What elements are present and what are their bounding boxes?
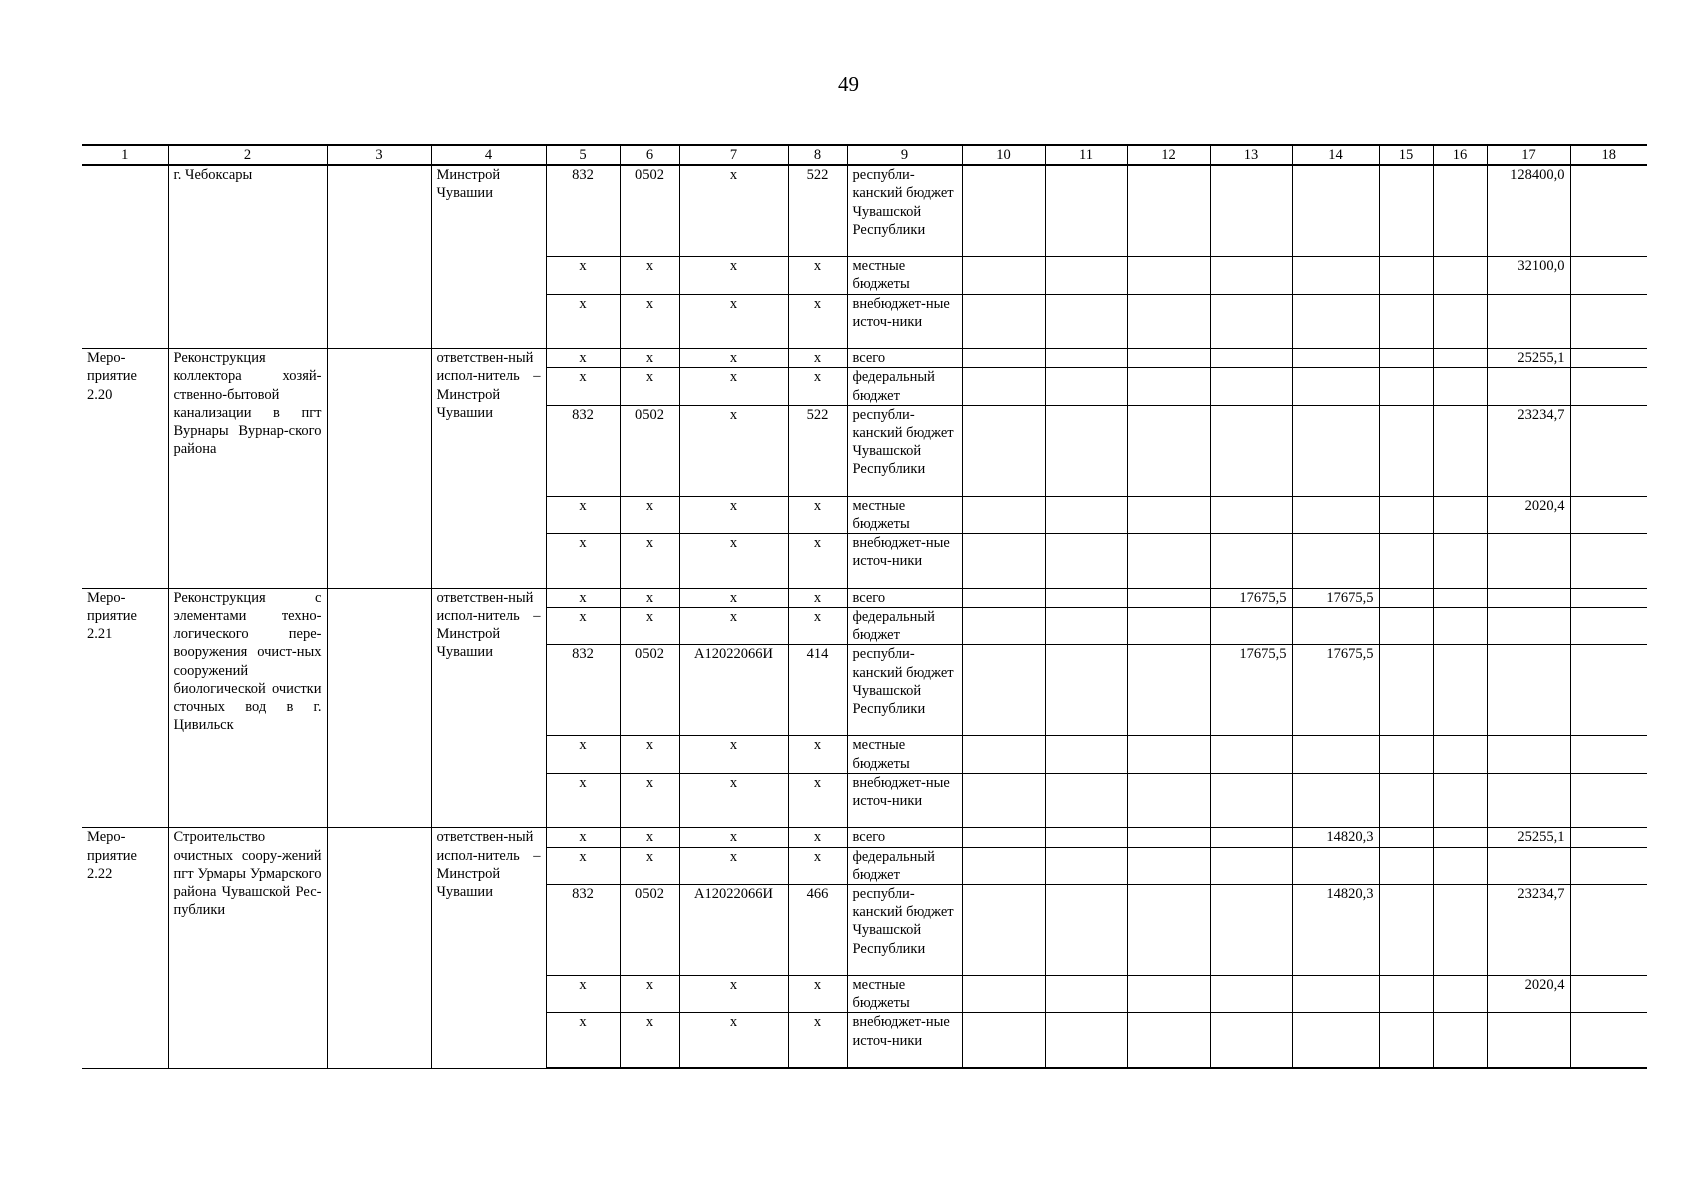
year-cell-12: [1127, 608, 1210, 645]
year-cell-12: [1127, 976, 1210, 1013]
column-number-cell: 11: [1045, 145, 1127, 165]
year-cell-15: [1379, 847, 1433, 884]
year-cell-11: [1045, 294, 1127, 349]
code-target-article: х: [679, 534, 788, 589]
year-cell-18: [1570, 608, 1647, 645]
code-grbs: х: [546, 349, 620, 368]
code-expense-group: х: [788, 736, 847, 773]
code-section: 0502: [620, 885, 679, 976]
year-cell-15: [1379, 885, 1433, 976]
code-expense-group: х: [788, 773, 847, 828]
year-cell-18: [1570, 645, 1647, 736]
year-cell-11: [1045, 1013, 1127, 1068]
year-cell-13: [1210, 496, 1292, 533]
funding-source: местные бюджеты: [847, 496, 962, 533]
year-cell-17: 25255,1: [1487, 349, 1570, 368]
year-cell-12: [1127, 405, 1210, 496]
year-cell-18: [1570, 828, 1647, 847]
year-cell-16: [1433, 165, 1487, 257]
code-target-article: х: [679, 368, 788, 405]
year-cell-13: [1210, 294, 1292, 349]
year-cell-10: [962, 828, 1045, 847]
code-section: х: [620, 496, 679, 533]
funding-source: республи-канский бюджет Чувашской Республики: [847, 165, 962, 257]
year-cell-13: [1210, 1013, 1292, 1068]
year-cell-10: [962, 1013, 1045, 1068]
code-grbs: х: [546, 608, 620, 645]
column-number-cell: 8: [788, 145, 847, 165]
year-cell-18: [1570, 976, 1647, 1013]
year-cell-11: [1045, 368, 1127, 405]
year-cell-11: [1045, 736, 1127, 773]
year-cell-12: [1127, 294, 1210, 349]
year-cell-13: [1210, 828, 1292, 847]
funding-source: внебюджет-ные источ-ники: [847, 534, 962, 589]
year-cell-14: [1292, 165, 1379, 257]
year-cell-15: [1379, 736, 1433, 773]
year-cell-12: [1127, 588, 1210, 607]
year-cell-18: [1570, 773, 1647, 828]
column-number-cell: 5: [546, 145, 620, 165]
year-cell-16: [1433, 496, 1487, 533]
code-grbs: х: [546, 294, 620, 349]
code-expense-group: х: [788, 608, 847, 645]
code-expense-group: х: [788, 828, 847, 847]
code-target-article: х: [679, 608, 788, 645]
year-cell-16: [1433, 257, 1487, 294]
year-cell-17: [1487, 645, 1570, 736]
year-cell-12: [1127, 645, 1210, 736]
year-cell-16: [1433, 885, 1487, 976]
year-cell-13: [1210, 405, 1292, 496]
code-target-article: х: [679, 165, 788, 257]
code-target-article: х: [679, 349, 788, 368]
code-expense-group: 414: [788, 645, 847, 736]
year-cell-11: [1045, 885, 1127, 976]
year-cell-16: [1433, 847, 1487, 884]
year-cell-15: [1379, 496, 1433, 533]
year-cell-14: [1292, 608, 1379, 645]
code-expense-group: х: [788, 496, 847, 533]
year-cell-15: [1379, 1013, 1433, 1068]
year-cell-10: [962, 736, 1045, 773]
year-cell-14: [1292, 496, 1379, 533]
year-cell-15: [1379, 773, 1433, 828]
code-expense-group: х: [788, 257, 847, 294]
code-grbs: 832: [546, 645, 620, 736]
code-expense-group: 466: [788, 885, 847, 976]
funding-source: местные бюджеты: [847, 257, 962, 294]
year-cell-15: [1379, 588, 1433, 607]
measure-col3: [327, 349, 431, 589]
code-section: х: [620, 534, 679, 589]
code-section: х: [620, 847, 679, 884]
funding-source: республи-канский бюджет Чувашской Республики: [847, 645, 962, 736]
year-cell-15: [1379, 368, 1433, 405]
measure-col3: [327, 588, 431, 828]
year-cell-17: 23234,7: [1487, 405, 1570, 496]
code-grbs: х: [546, 773, 620, 828]
year-cell-16: [1433, 828, 1487, 847]
funding-source: внебюджет-ные источ-ники: [847, 1013, 962, 1068]
column-number-cell: 6: [620, 145, 679, 165]
code-target-article: х: [679, 1013, 788, 1068]
year-cell-12: [1127, 828, 1210, 847]
funding-source: республи-канский бюджет Чувашской Республики: [847, 405, 962, 496]
year-cell-10: [962, 885, 1045, 976]
year-cell-18: [1570, 405, 1647, 496]
year-cell-14: [1292, 847, 1379, 884]
year-cell-12: [1127, 257, 1210, 294]
measure-number: [82, 165, 168, 349]
code-section: х: [620, 294, 679, 349]
year-cell-14: [1292, 405, 1379, 496]
year-cell-12: [1127, 349, 1210, 368]
responsible-executor: ответствен-ный испол-нитель – Минстрой Чувашии: [431, 349, 546, 589]
year-cell-10: [962, 588, 1045, 607]
year-cell-13: [1210, 976, 1292, 1013]
year-cell-12: [1127, 847, 1210, 884]
code-expense-group: х: [788, 534, 847, 589]
year-cell-18: [1570, 257, 1647, 294]
funding-source: всего: [847, 349, 962, 368]
code-grbs: х: [546, 534, 620, 589]
year-cell-10: [962, 976, 1045, 1013]
year-cell-15: [1379, 608, 1433, 645]
column-number-cell: 16: [1433, 145, 1487, 165]
code-section: х: [620, 349, 679, 368]
year-cell-18: [1570, 349, 1647, 368]
code-grbs: х: [546, 847, 620, 884]
code-grbs: х: [546, 588, 620, 607]
funding-source: всего: [847, 588, 962, 607]
measure-number: Меро-приятие 2.21: [82, 588, 168, 828]
code-grbs: 832: [546, 885, 620, 976]
responsible-executor: ответствен-ный испол-нитель – Минстрой Чувашии: [431, 588, 546, 828]
year-cell-17: [1487, 294, 1570, 349]
code-section: х: [620, 588, 679, 607]
column-number-cell: 3: [327, 145, 431, 165]
year-cell-17: [1487, 534, 1570, 589]
code-section: х: [620, 976, 679, 1013]
year-cell-14: [1292, 773, 1379, 828]
code-grbs: 832: [546, 165, 620, 257]
year-cell-13: 17675,5: [1210, 645, 1292, 736]
year-cell-11: [1045, 588, 1127, 607]
funding-source: республи-канский бюджет Чувашской Республики: [847, 885, 962, 976]
year-cell-11: [1045, 828, 1127, 847]
year-cell-18: [1570, 165, 1647, 257]
column-number-cell: 1: [82, 145, 168, 165]
year-cell-13: [1210, 368, 1292, 405]
year-cell-12: [1127, 1013, 1210, 1068]
code-section: х: [620, 1013, 679, 1068]
year-cell-10: [962, 608, 1045, 645]
code-expense-group: 522: [788, 165, 847, 257]
year-cell-10: [962, 847, 1045, 884]
code-section: х: [620, 773, 679, 828]
year-cell-14: [1292, 257, 1379, 294]
code-grbs: х: [546, 828, 620, 847]
year-cell-15: [1379, 257, 1433, 294]
year-cell-16: [1433, 1013, 1487, 1068]
column-number-cell: 15: [1379, 145, 1433, 165]
code-expense-group: 522: [788, 405, 847, 496]
column-number-cell: 17: [1487, 145, 1570, 165]
year-cell-11: [1045, 976, 1127, 1013]
year-cell-15: [1379, 165, 1433, 257]
year-cell-17: 32100,0: [1487, 257, 1570, 294]
year-cell-10: [962, 534, 1045, 589]
year-cell-17: [1487, 847, 1570, 884]
column-number-cell: 13: [1210, 145, 1292, 165]
year-cell-11: [1045, 645, 1127, 736]
measure-name: Реконструкция коллектора хозяй-ственно-бытовой канализации в пгт Вурнары Вурнар-ского района: [168, 349, 327, 589]
column-number-cell: 9: [847, 145, 962, 165]
year-cell-17: [1487, 368, 1570, 405]
year-cell-11: [1045, 847, 1127, 884]
year-cell-16: [1433, 349, 1487, 368]
year-cell-18: [1570, 588, 1647, 607]
code-target-article: х: [679, 588, 788, 607]
year-cell-16: [1433, 608, 1487, 645]
year-cell-14: 14820,3: [1292, 828, 1379, 847]
year-cell-15: [1379, 405, 1433, 496]
year-cell-17: [1487, 588, 1570, 607]
year-cell-18: [1570, 847, 1647, 884]
year-cell-13: [1210, 608, 1292, 645]
column-number-cell: 4: [431, 145, 546, 165]
code-grbs: х: [546, 976, 620, 1013]
year-cell-14: 17675,5: [1292, 645, 1379, 736]
year-cell-15: [1379, 976, 1433, 1013]
measure-name: Строительство очистных соору-жений пгт Урмары Урмарского района Чувашской Рес-публики: [168, 828, 327, 1068]
year-cell-12: [1127, 534, 1210, 589]
year-cell-18: [1570, 1013, 1647, 1068]
code-section: 0502: [620, 165, 679, 257]
code-section: х: [620, 257, 679, 294]
year-cell-12: [1127, 496, 1210, 533]
funding-source: федеральный бюджет: [847, 608, 962, 645]
year-cell-12: [1127, 773, 1210, 828]
year-cell-10: [962, 165, 1045, 257]
code-section: х: [620, 368, 679, 405]
year-cell-13: [1210, 257, 1292, 294]
code-grbs: х: [546, 368, 620, 405]
year-cell-10: [962, 405, 1045, 496]
code-expense-group: х: [788, 368, 847, 405]
year-cell-10: [962, 645, 1045, 736]
year-cell-15: [1379, 294, 1433, 349]
table-row: [82, 828, 1647, 847]
year-cell-16: [1433, 368, 1487, 405]
code-target-article: х: [679, 294, 788, 349]
column-number-cell: 18: [1570, 145, 1647, 165]
code-target-article: х: [679, 496, 788, 533]
code-grbs: х: [546, 257, 620, 294]
year-cell-14: [1292, 1013, 1379, 1068]
year-cell-15: [1379, 645, 1433, 736]
year-cell-15: [1379, 534, 1433, 589]
table-row: [82, 349, 1647, 368]
code-section: х: [620, 828, 679, 847]
year-cell-14: [1292, 736, 1379, 773]
year-cell-18: [1570, 368, 1647, 405]
year-cell-14: [1292, 349, 1379, 368]
year-cell-11: [1045, 257, 1127, 294]
code-target-article: х: [679, 828, 788, 847]
code-section: х: [620, 608, 679, 645]
year-cell-13: [1210, 885, 1292, 976]
column-number-cell: 12: [1127, 145, 1210, 165]
year-cell-11: [1045, 773, 1127, 828]
year-cell-17: 25255,1: [1487, 828, 1570, 847]
year-cell-11: [1045, 405, 1127, 496]
program-table: [82, 144, 1647, 1069]
year-cell-13: 17675,5: [1210, 588, 1292, 607]
year-cell-14: 14820,3: [1292, 885, 1379, 976]
code-target-article: х: [679, 847, 788, 884]
year-cell-12: [1127, 368, 1210, 405]
measure-col3: [327, 165, 431, 349]
table-row: [82, 588, 1647, 607]
year-cell-12: [1127, 736, 1210, 773]
responsible-executor: Минстрой Чувашии: [431, 165, 546, 349]
year-cell-10: [962, 773, 1045, 828]
code-grbs: х: [546, 736, 620, 773]
code-target-article: х: [679, 257, 788, 294]
code-expense-group: х: [788, 294, 847, 349]
year-cell-12: [1127, 885, 1210, 976]
measure-col3: [327, 828, 431, 1068]
year-cell-11: [1045, 496, 1127, 533]
responsible-executor: ответствен-ный испол-нитель – Минстрой Чувашии: [431, 828, 546, 1068]
year-cell-15: [1379, 828, 1433, 847]
year-cell-18: [1570, 736, 1647, 773]
year-cell-11: [1045, 534, 1127, 589]
measure-number: Меро-приятие 2.20: [82, 349, 168, 589]
funding-source: внебюджет-ные источ-ники: [847, 294, 962, 349]
year-cell-17: 2020,4: [1487, 976, 1570, 1013]
code-target-article: А12022066И: [679, 885, 788, 976]
code-expense-group: х: [788, 588, 847, 607]
year-cell-17: [1487, 773, 1570, 828]
code-target-article: х: [679, 773, 788, 828]
year-cell-13: [1210, 165, 1292, 257]
year-cell-14: [1292, 534, 1379, 589]
column-number-cell: 2: [168, 145, 327, 165]
year-cell-11: [1045, 349, 1127, 368]
year-cell-14: 17675,5: [1292, 588, 1379, 607]
year-cell-13: [1210, 847, 1292, 884]
measure-name: Реконструкция с элементами техно-логического пере-вооружения очист-ных сооружений биологической очистки сточных вод в г. Цивильск: [168, 588, 327, 828]
code-grbs: х: [546, 496, 620, 533]
year-cell-17: [1487, 608, 1570, 645]
year-cell-10: [962, 349, 1045, 368]
code-grbs: 832: [546, 405, 620, 496]
year-cell-11: [1045, 165, 1127, 257]
code-section: 0502: [620, 645, 679, 736]
code-section: 0502: [620, 405, 679, 496]
measure-name: г. Чебоксары: [168, 165, 327, 349]
year-cell-16: [1433, 645, 1487, 736]
year-cell-12: [1127, 165, 1210, 257]
year-cell-17: 23234,7: [1487, 885, 1570, 976]
year-cell-10: [962, 496, 1045, 533]
code-target-article: х: [679, 736, 788, 773]
year-cell-18: [1570, 885, 1647, 976]
year-cell-11: [1045, 608, 1127, 645]
funding-source: внебюджет-ные источ-ники: [847, 773, 962, 828]
year-cell-10: [962, 294, 1045, 349]
year-cell-16: [1433, 294, 1487, 349]
year-cell-13: [1210, 773, 1292, 828]
code-grbs: х: [546, 1013, 620, 1068]
column-number-row: [82, 145, 1647, 165]
code-target-article: х: [679, 405, 788, 496]
year-cell-16: [1433, 405, 1487, 496]
year-cell-13: [1210, 736, 1292, 773]
funding-source: федеральный бюджет: [847, 847, 962, 884]
year-cell-14: [1292, 294, 1379, 349]
year-cell-13: [1210, 534, 1292, 589]
column-number-cell: 10: [962, 145, 1045, 165]
year-cell-17: [1487, 1013, 1570, 1068]
funding-source: местные бюджеты: [847, 976, 962, 1013]
year-cell-16: [1433, 976, 1487, 1013]
measure-number: Меро-приятие 2.22: [82, 828, 168, 1068]
page-number: 49: [838, 72, 859, 96]
code-expense-group: х: [788, 976, 847, 1013]
funding-source: всего: [847, 828, 962, 847]
code-expense-group: х: [788, 349, 847, 368]
year-cell-14: [1292, 368, 1379, 405]
year-cell-15: [1379, 349, 1433, 368]
year-cell-18: [1570, 496, 1647, 533]
year-cell-14: [1292, 976, 1379, 1013]
column-number-cell: 14: [1292, 145, 1379, 165]
year-cell-16: [1433, 534, 1487, 589]
year-cell-16: [1433, 736, 1487, 773]
code-expense-group: х: [788, 1013, 847, 1068]
funding-source: федеральный бюджет: [847, 368, 962, 405]
year-cell-13: [1210, 349, 1292, 368]
year-cell-16: [1433, 588, 1487, 607]
funding-source: местные бюджеты: [847, 736, 962, 773]
code-target-article: А12022066И: [679, 645, 788, 736]
year-cell-18: [1570, 534, 1647, 589]
year-cell-16: [1433, 773, 1487, 828]
year-cell-10: [962, 368, 1045, 405]
table-row: [82, 165, 1647, 257]
column-number-cell: 7: [679, 145, 788, 165]
year-cell-10: [962, 257, 1045, 294]
year-cell-17: 2020,4: [1487, 496, 1570, 533]
year-cell-18: [1570, 294, 1647, 349]
code-section: х: [620, 736, 679, 773]
code-target-article: х: [679, 976, 788, 1013]
year-cell-17: 128400,0: [1487, 165, 1570, 257]
code-expense-group: х: [788, 847, 847, 884]
year-cell-17: [1487, 736, 1570, 773]
